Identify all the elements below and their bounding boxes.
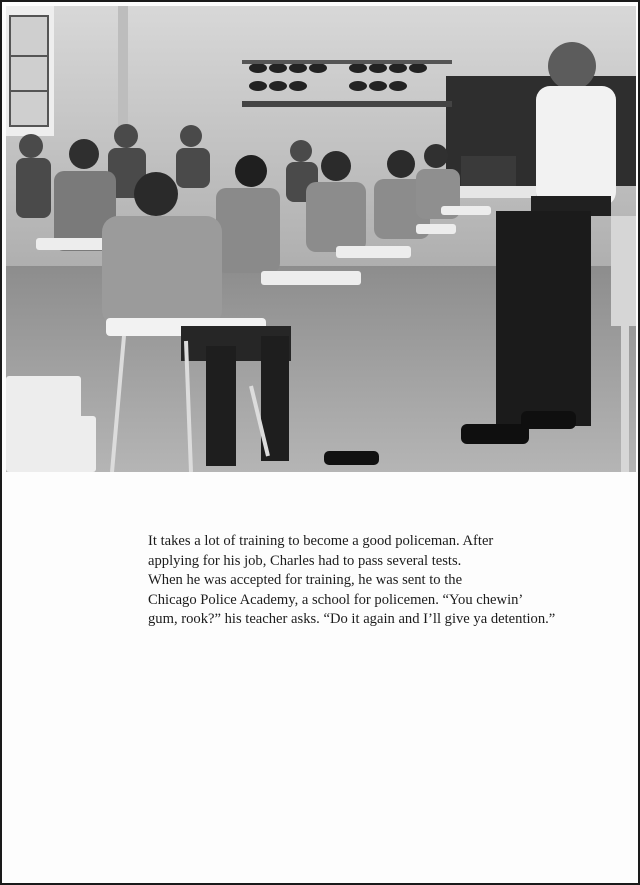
caption-line: When he was accepted for training, he was sent to the — [148, 572, 463, 589]
caption-line: Chicago Police Academy, a school for policemen. “You chewin’ — [148, 591, 524, 608]
caption-paragraph — [148, 532, 588, 630]
caption-line: gum, rook?” his teacher asks. “Do it again and I’ll give ya detention.” — [148, 611, 556, 628]
classroom-photo — [6, 6, 636, 472]
classroom-photo-illustration — [6, 6, 636, 472]
caption-line: It takes a lot of training to become a good policeman. After — [148, 533, 494, 549]
caption-line: applying for his job, Charles had to pass several tests. — [148, 552, 462, 569]
